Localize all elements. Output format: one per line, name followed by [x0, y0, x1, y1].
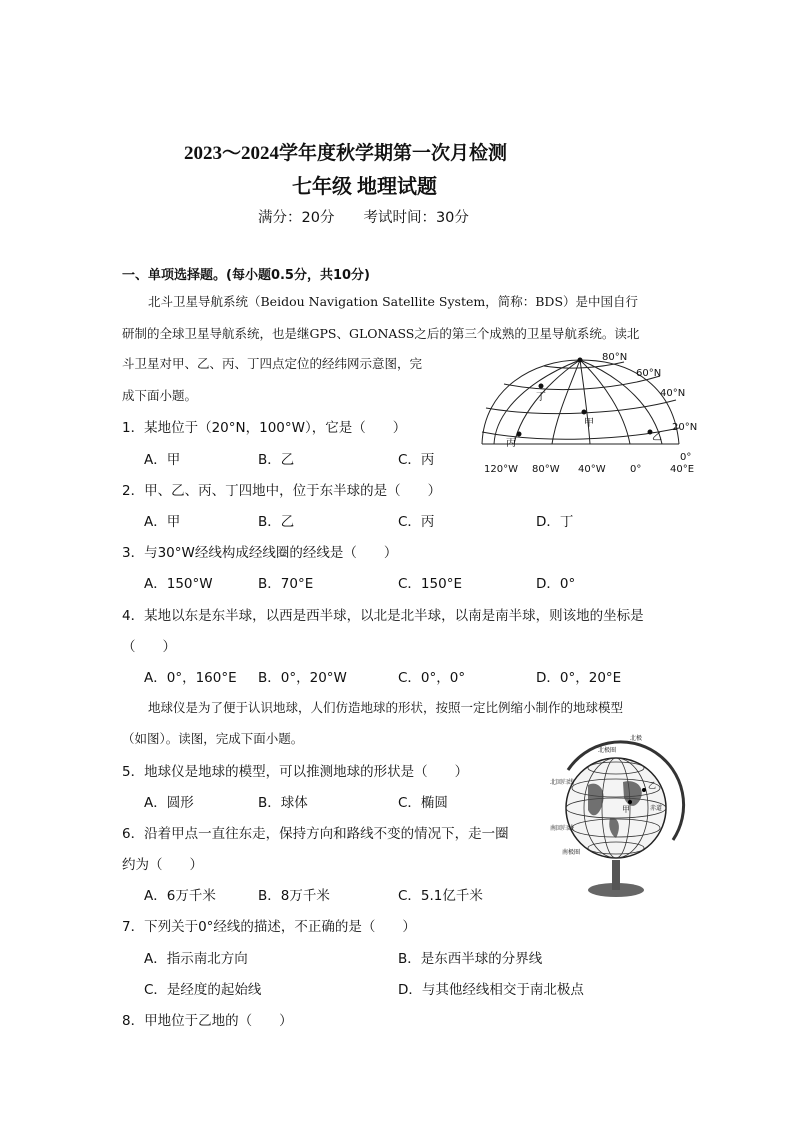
point-ding-label: 丁: [536, 392, 546, 403]
q2-option-b[interactable]: B．乙: [258, 514, 295, 530]
q3-option-b[interactable]: B．70°E: [258, 576, 314, 592]
q7-option-d[interactable]: D．与其他经线相交于南北极点: [398, 982, 584, 998]
q1-option-b[interactable]: B．乙: [258, 452, 295, 468]
meridian-120w: [514, 360, 580, 444]
q2-option-a[interactable]: A．甲: [144, 514, 181, 530]
point-jia-label: 甲: [584, 418, 594, 429]
intro1-line1: 北斗卫星导航系统（Beidou Navigation Satellite System，简称：BDS）是中国自行: [148, 294, 639, 309]
question-3: [122, 541, 397, 561]
q7-option-a[interactable]: A．指示南北方向: [144, 951, 248, 967]
q5-option-c[interactable]: C．椭圆: [398, 795, 448, 811]
lat-label-40n: 40°N: [660, 388, 686, 399]
globe-label-tropic-capricorn: 南回归线: [550, 825, 575, 832]
q6-option-a[interactable]: A．6万千米: [144, 888, 216, 904]
point-yi-label: 乙: [652, 432, 662, 443]
question-1: [122, 416, 406, 436]
question-number: 2．: [122, 483, 145, 499]
lon-label-0: 0°: [630, 464, 642, 475]
q3-option-d[interactable]: D．0°: [536, 576, 576, 592]
globe-stand-pole: [612, 860, 620, 890]
intro2-line1: 地球仪是为了便于认识地球，人们仿造地球的形状，按照一定比例缩小制作的地球模型: [148, 700, 624, 715]
lat-label-0: 0°: [680, 452, 692, 463]
q7-option-c[interactable]: C．是经度的起始线: [144, 982, 262, 998]
q6-option-b[interactable]: B．8万千米: [258, 888, 330, 904]
globe-label-yi: 乙: [648, 781, 656, 790]
section-heading: 一、单项选择题。(每小题0.5分，共10分): [122, 268, 371, 283]
lon-label-40e: 40°E: [670, 464, 695, 475]
lat-label-60n: 60°N: [636, 368, 662, 379]
question-6: [122, 822, 509, 842]
question-2: [122, 479, 441, 499]
question-6-cont: 约为（ ）: [122, 857, 203, 873]
globe-figure: [548, 730, 688, 900]
question-number: 3．: [122, 545, 145, 561]
question-8: [122, 1009, 293, 1029]
point-ding-dot: [539, 384, 544, 389]
q4-option-d[interactable]: D．0°，20°E: [536, 670, 622, 686]
globe-label-jia: 甲: [622, 805, 630, 814]
exam-title: 2023～2024学年度秋学期第一次月检测: [184, 143, 508, 164]
question-number: 5．: [122, 764, 145, 780]
globe-label-equator: 赤道: [650, 805, 663, 812]
question-stem: 某地以东是东半球，以西是西半球，以北是北半球，以南是南半球，则该地的坐标是: [144, 608, 644, 624]
q2-option-d[interactable]: D．丁: [536, 514, 574, 530]
question-number: 6．: [122, 826, 145, 842]
lat-label-80n: 80°N: [602, 352, 628, 363]
exam-subtitle: 七年级 地理试题: [292, 176, 437, 198]
q7-option-b[interactable]: B．是东西半球的分界线: [398, 951, 543, 967]
point-jia-dot: [582, 410, 587, 415]
q5-option-b[interactable]: B．球体: [258, 795, 308, 811]
globe-point-jia: [628, 800, 632, 804]
q4-option-a[interactable]: A．0°，160°E: [144, 670, 237, 686]
question-stem: 某地位于（20°N，100°W），它是（ ）: [144, 420, 407, 436]
question-stem: 甲、乙、丙、丁四地中，位于东半球的是（ ）: [144, 483, 442, 499]
lon-label-80w: 80°W: [532, 464, 560, 475]
question-stem: 甲地位于乙地的（ ）: [144, 1013, 293, 1029]
intro1-line2: 研制的全球卫星导航系统，也是继GPS、GLONASS之后的第三个成熟的卫星导航系统。读北: [122, 326, 640, 341]
question-stem: 沿着甲点一直往东走，保持方向和路线不变的情况下，走一圈: [144, 826, 509, 842]
meridian-80w: [552, 360, 580, 444]
q5-option-a[interactable]: A．圆形: [144, 795, 194, 811]
q3-option-a[interactable]: A．150°W: [144, 576, 213, 592]
lon-label-120w: 120°W: [484, 464, 518, 475]
point-bing-label: 丙: [506, 438, 516, 449]
globe-label-arctic-circle: 北极圈: [598, 747, 617, 754]
question-number: 4．: [122, 608, 145, 624]
globe-label-north-pole: 北极: [630, 735, 643, 742]
point-bing-dot: [517, 432, 522, 437]
meridian-40w: [580, 360, 590, 444]
intro1-line3: 斗卫星对甲、乙、丙、丁四点定位的经纬网示意图，完: [122, 356, 423, 371]
question-number: 1．: [122, 420, 145, 436]
question-stem: 下列关于0°经线的描述，不正确的是（ ）: [144, 919, 416, 935]
intro1-line4: 成下面小题。: [122, 388, 198, 403]
question-4-blank: （ ）: [122, 639, 176, 655]
question-stem: 与30°W经线构成经线圈的经线是（ ）: [144, 545, 398, 561]
q6-option-c[interactable]: C．5.1亿千米: [398, 888, 483, 904]
q2-option-c[interactable]: C．丙: [398, 514, 435, 530]
question-stem: 地球仪是地球的模型，可以推测地球的形状是（ ）: [144, 764, 469, 780]
q4-option-c[interactable]: C．0°，0°: [398, 670, 466, 686]
globe-label-tropic-cancer: 北回归线: [550, 779, 575, 786]
question-4: [122, 604, 644, 624]
q3-option-c[interactable]: C．150°E: [398, 576, 462, 592]
question-number: 8．: [122, 1013, 145, 1029]
q4-option-b[interactable]: B．0°，20°W: [258, 670, 347, 686]
q1-option-a[interactable]: A．甲: [144, 452, 181, 468]
exam-info: 满分：20分 考试时间：30分: [258, 210, 469, 226]
lon-label-40w: 40°W: [578, 464, 606, 475]
question-number: 7．: [122, 919, 145, 935]
question-5: [122, 760, 468, 780]
intro2-line2: （如图）。读图，完成下面小题。: [122, 731, 304, 746]
globe-label-antarctic-circle: 南极圈: [562, 849, 581, 856]
graticule-diagram: [474, 348, 700, 478]
question-7: [122, 915, 416, 935]
q1-option-c[interactable]: C．丙: [398, 452, 435, 468]
lat-label-20n: 20°N: [672, 422, 698, 433]
globe-point-yi: [642, 788, 646, 792]
north-pole-dot: [578, 358, 583, 363]
